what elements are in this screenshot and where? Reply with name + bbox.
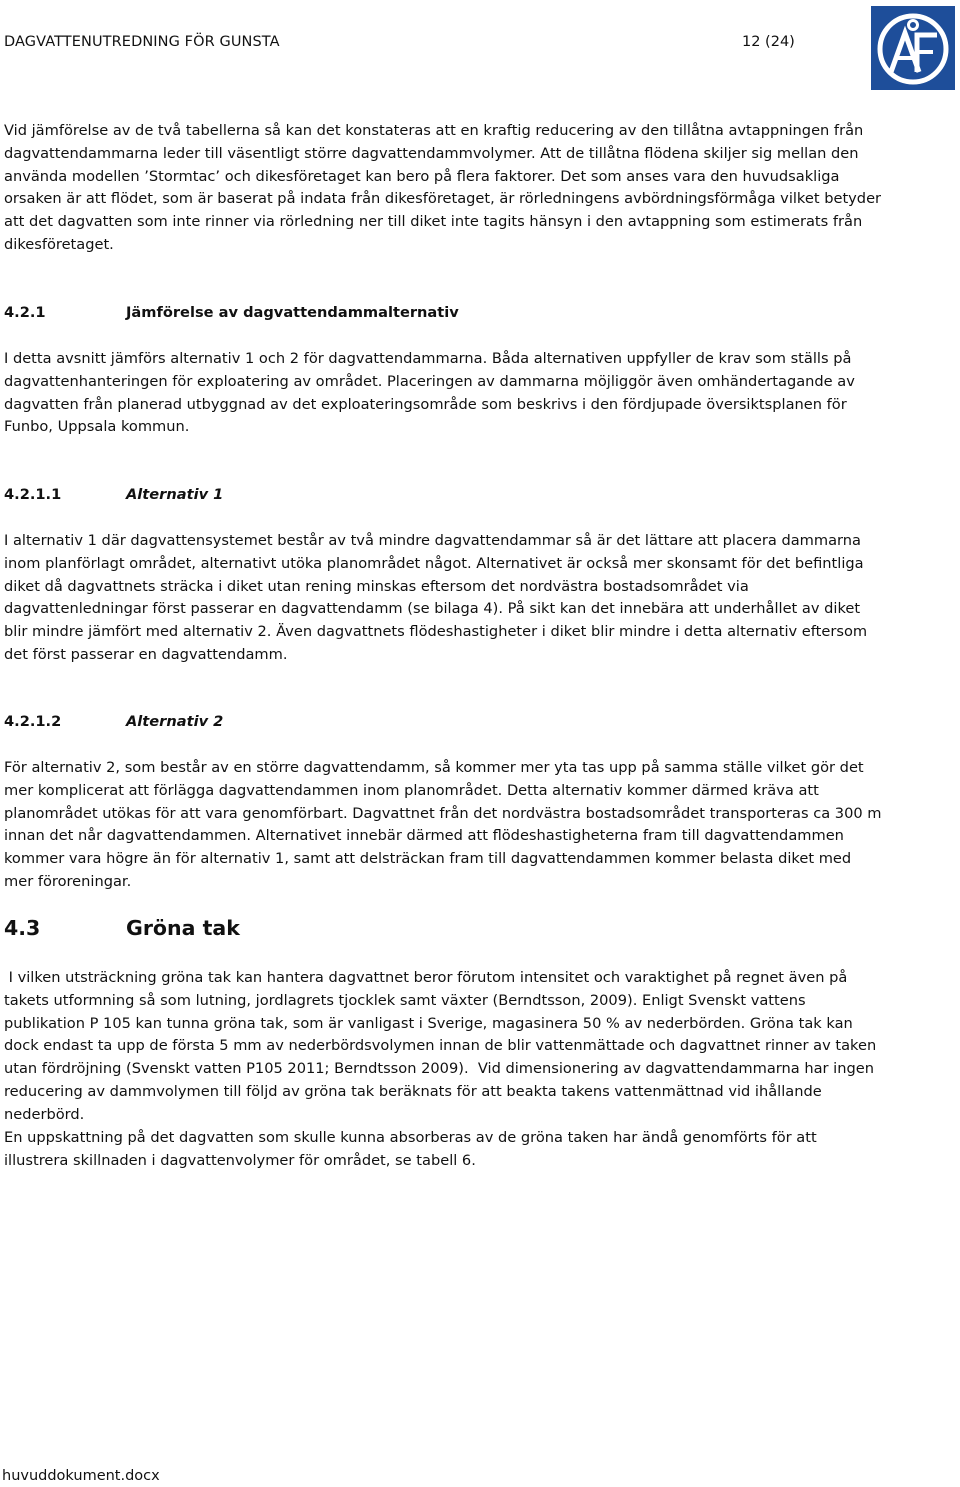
section-title: Gröna tak <box>126 916 240 940</box>
section-number: 4.2.1.2 <box>4 713 62 730</box>
section-number: 4.2.1 <box>4 304 46 321</box>
section-number: 4.3 <box>4 916 41 940</box>
section-title: Alternativ 1 <box>126 486 224 503</box>
section-4-2-1-paragraph: I detta avsnitt jämförs alternativ 1 och 2 för dagvattendammarna. Båda alternativen uppfyller de krav som ställs på dagvattenhanteringen för exploatering av området. Placeringen av dammarna möjliggör även omhändertagande av dagvatten från planerad utbyggnad av det exploateringsområde som beskrivs i den fördjupade översiktsplanen för Funbo, Uppsala kommun. <box>4 350 855 436</box>
section-4-3-heading <box>4 916 240 940</box>
af-logo-icon <box>871 6 955 90</box>
section-title: Alternativ 2 <box>126 713 224 730</box>
section-4-2-1-1-heading <box>4 486 223 503</box>
section-4-2-1-2-heading <box>4 713 223 730</box>
section-4-2-1-1-paragraph: I alternativ 1 där dagvattensystemet består av två mindre dagvattendammar så är det lättare att placera dammarna inom planförlagt området, alternativt utöka planområdet något. Alternativet är också mer skonsamt för det befintliga diket då dagvattnets sträcka i diket utan rening minskas eftersom det nordvästra bostadsområdet via dagvattenledningar först passerar en dagvattendamm (se bilaga 4). På sikt kan det innebära att underhållet av diket blir mindre jämfört med alternativ 2. Även dagvattnets flödeshastigheter i diket blir mindre i detta alternativ eftersom det först passerar en dagvattendamm. <box>4 532 868 663</box>
intro-paragraph: Vid jämförelse av de två tabellerna så kan det konstateras att en kraftig reducering av den tillåtna avtappningen från dagvattendammarna leder till väsentligt större dagvattendammvolymer. Att de tillåtna flödena skiljer sig mellan den använda modellen ’Stormtac’ och dikesföretaget kan bero på flera faktorer. Det som anses vara den huvudsakliga orsaken är att flödet, som är baserat på indata från dikesföretaget, är rörledningens avbördningsförmåga vilket betyder att det dagvatten som inte rinner via rörledning ner till diket inte tagits hänsyn i den avtappning som estimerats från dikesföretaget. <box>4 122 882 253</box>
document-title: DAGVATTENUTREDNING FÖR GUNSTA <box>4 34 280 50</box>
section-4-3-paragraph-1: I vilken utsträckning gröna tak kan hantera dagvattnet beror förutom intensitet och varaktighet på regnet även på takets utformning så som lutning, jordlagrets tjocklek samt växter (Berndtsson, 2009). Enligt Svenskt vattens publikation P 105 kan tunna gröna tak, som är vanligast i Sverige, magasinera 50 % av nederbörden. Gröna tak kan dock endast ta upp de första 5 mm av nederbördsvolymen innan de blir vattenmättade och dagvattnet rinner av taken utan fördröjning (Svenskt vatten P105 2011; Berndtsson 2009). Vid dimensionering av dagvattendammarna har ingen reducering av dammvolymen till följd av gröna tak beräknats för att beakta takens vattenmättnad vid ihållande nederbörd. <box>4 969 881 1123</box>
section-4-2-1-2-paragraph: För alternativ 2, som består av en större dagvattendamm, så kommer mer yta tas upp på samma ställe vilket gör det mer komplicerat att förlägga dagvattendammen inom planområdet. Detta alternativ kommer därmed kräva att planområdet utökas för att vara genomförbart. Dagvattnet från det nordvästra bostadsområdet transporteras ca 300 m innan det når dagvattendammen. Alternativet innebär därmed att flödeshastigheterna fram till dagvattendammen kommer vara högre än för alternativ 1, samt att delsträckan fram till dagvattendammen kommer belasta diket med mer föroreningar. <box>4 759 882 890</box>
section-number: 4.2.1.1 <box>4 486 62 503</box>
section-4-3-paragraph-2: En uppskattning på det dagvatten som skulle kunna absorberas av de gröna taken har ändå genomförts för att illustrera skillnaden i dagvattenvolymer för området, se tabell 6. <box>4 1129 817 1169</box>
footer-filename: huvuddokument.docx <box>2 1468 160 1484</box>
section-4-2-1-heading <box>4 304 459 321</box>
section-title: Jämförelse av dagvattendammalternativ <box>126 304 459 321</box>
page-number: 12 (24) <box>742 34 795 50</box>
